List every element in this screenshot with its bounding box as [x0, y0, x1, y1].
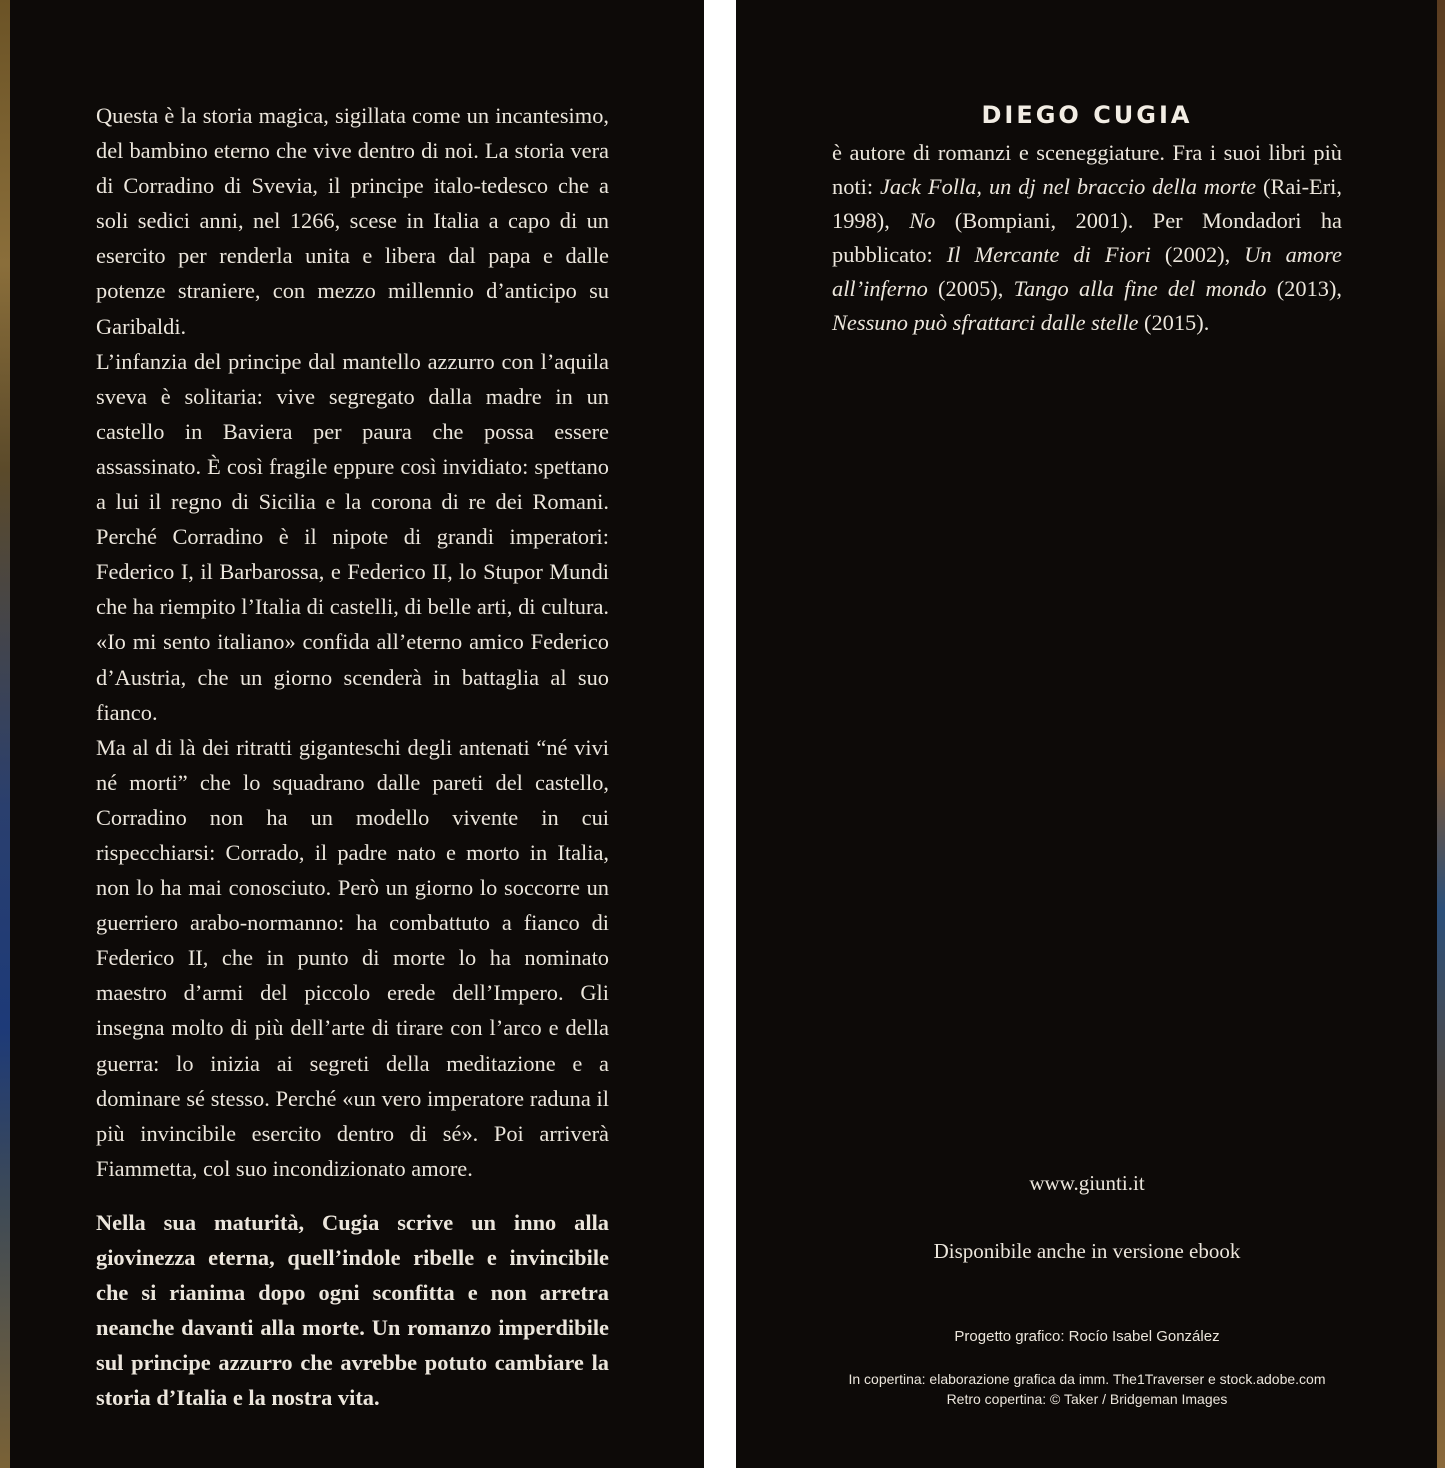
credit-design: Progetto grafico: Rocío Isabel González: [954, 1328, 1220, 1345]
book-title: Tango alla fine del mondo: [1013, 275, 1267, 301]
publisher-website: www.giunti.it: [1029, 1171, 1145, 1195]
cover-art-strip-left: [0, 0, 10, 1468]
author-bio: [832, 136, 1342, 339]
synopsis-paragraph: Ma al di là dei ritratti giganteschi degli antenati “né vivi né morti” che lo squadrano dalle pareti del castello, Corradino non ha un modello vivente in cui rispecchiarsi: Corrado, il padre nato e morto in Italia, non lo ha mai conosciuto. Però un giorno lo soccorre un guerriero arabo-normanno: ha combattuto a fianco di Federico II, che in punto di morte lo ha nominato maestro d’armi del piccolo erede dell’Impero. Gli insegna molto di più dell’arte di tirare con l’arco e della guerra: lo inizia ai segreti della meditazione e a dominare sé stesso. Perché «un vero imperatore raduna il più invincibile esercito dentro di sé». Poi arriverà Fiammetta, col suo incondizionato amore.: [96, 734, 609, 1181]
book-title: Jack Folla, un dj nel braccio della morte: [879, 173, 1257, 199]
book-title: No: [909, 207, 936, 233]
bio-text: (2005),: [927, 275, 1014, 301]
synopsis-paragraph: L’infanzia del principe dal mantello azzurro con l’aquila sveva è solitaria: vive segregato dalla madre in un castello in Baviera per paura che possa essere assassinato. È così fragile eppure così invidiato: spettano a lui il regno di Sicilia e la corona di re dei Romani. Perché Corradino è il nipote di grandi imperatori: Federico I, il Barbarossa, e Federico II, lo Stupor Mundi che ha riempito l’Italia di castelli, di belle arti, di cultura. «Io mi sento italiano» confida all’eterno amico Federico d’Austria, che un giorno scenderà in battaglia al suo fianco.: [96, 348, 609, 725]
bio-text: (2013),: [1266, 275, 1343, 301]
ebook-note: Disponibile anche in versione ebook: [933, 1239, 1241, 1263]
book-title: Nessuno può sfrattarci dalle stelle: [832, 309, 1139, 335]
synopsis-text: [96, 98, 609, 1415]
book-title: Un amore all’inferno: [832, 241, 1342, 301]
page-gutter: [704, 0, 736, 1468]
bio-text: (Bompiani, 2001). Per Mondadori ha pubblicato:: [832, 207, 1342, 267]
author-name: DIEGO CUGIA: [981, 101, 1193, 129]
bio-text: (2002),: [1150, 241, 1245, 267]
bio-text: (2015).: [1138, 309, 1210, 335]
credit-back: Retro copertina: © Taker / Bridgeman Images: [946, 1391, 1228, 1407]
book-title: Il Mercante di Fiori: [946, 241, 1151, 267]
synopsis-paragraph: Questa è la storia magica, sigillata come un incantesimo, del bambino eterno che vive dentro di noi. La storia vera di Corradino di Svevia, il principe italo-tedesco che a soli sedici anni, nel 1266, scese in Italia a capo di un esercito per renderla unita e libera dal papa e dalle potenze straniere, con mezzo millennio d’anticipo su Garibaldi.: [96, 103, 609, 339]
bio-text: è autore di romanzi e sceneggiature. Fra i suoi libri più noti:: [832, 140, 1342, 199]
bio-text: (Rai-Eri, 1998),: [832, 173, 1343, 233]
cover-art-strip-right: [1437, 0, 1445, 1468]
credit-cover: In copertina: elaborazione grafica da imm. The1Traverser e stock.adobe.com: [848, 1371, 1326, 1387]
synopsis-closing-bold: Nella sua maturità, Cugia scrive un inno alla giovinezza eterna, quell’indole ribelle e invincibile che si rianima dopo ogni sconfitta e non arretra neanche davanti alla morte. Un romanzo imperdibile sul principe azzurro che avrebbe potuto cambiare la storia d’Italia e la nostra vita.: [96, 1209, 609, 1411]
